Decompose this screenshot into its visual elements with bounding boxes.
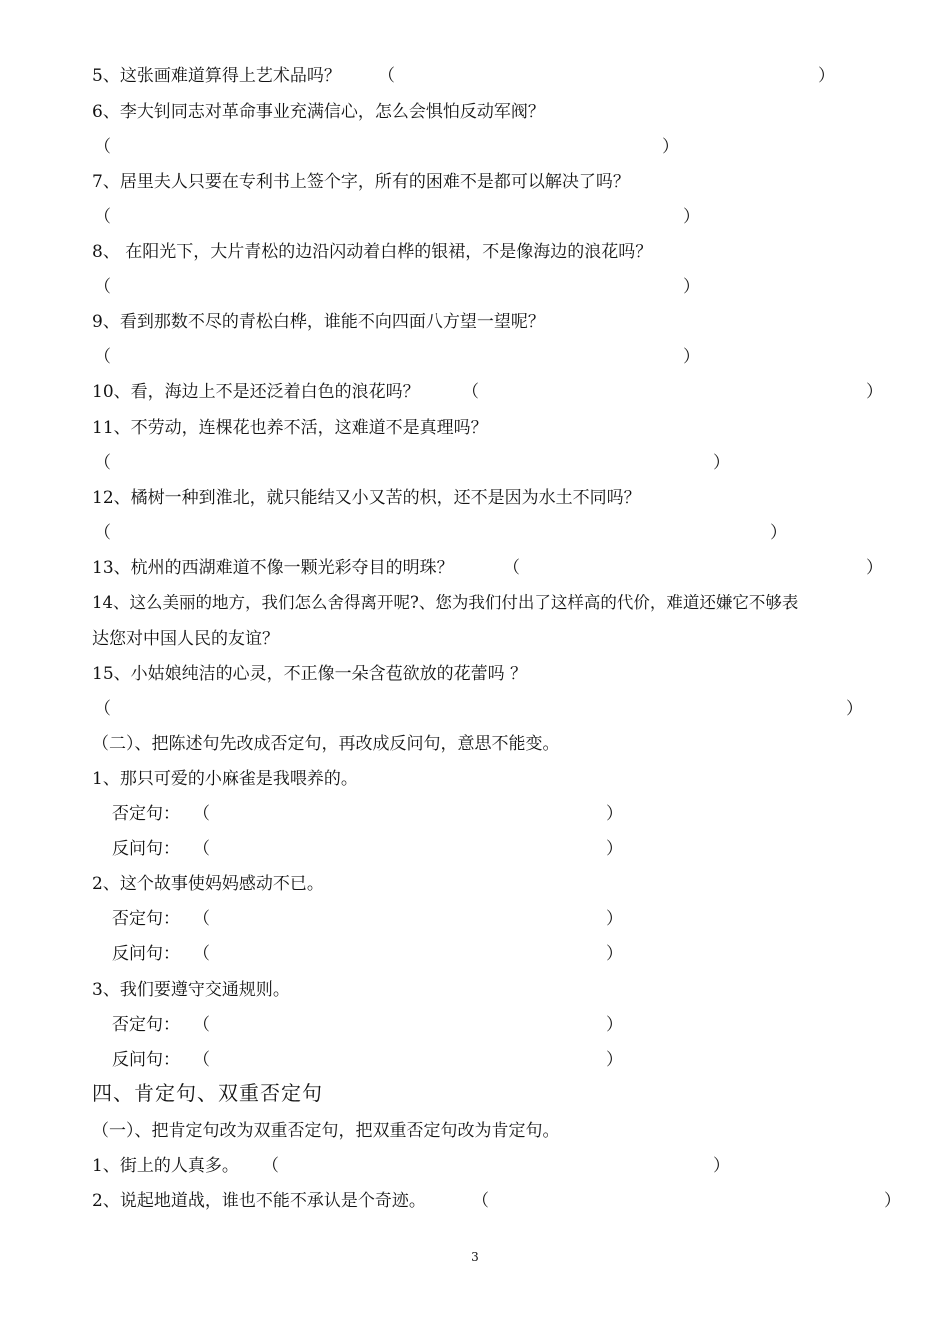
open-paren: （ [193, 1050, 210, 1070]
question-14-continued: 达您对中国人民的友谊？ [92, 629, 279, 649]
question-14: 14、这么美丽的地方，我们怎么舍得离开呢?、您为我们付出了这样高的代价，难道还嫌它不够表 [92, 593, 799, 612]
negative-label: 否定句： [112, 909, 180, 929]
close-paren: ） [606, 839, 623, 859]
question-6: 6、李大钊同志对革命事业充满信心，怎么会惧怕反动军阀？ [92, 102, 545, 122]
negative-label: 否定句： [112, 804, 180, 824]
close-paren: ） [713, 1156, 730, 1176]
open-paren: （ [94, 453, 111, 473]
open-paren: （ [94, 347, 111, 367]
close-paren: ） [606, 944, 623, 964]
close-paren: ） [683, 207, 700, 227]
sentence-1: 1、那只可爱的小麻雀是我喂养的。 [92, 769, 358, 789]
open-paren: （ [378, 66, 395, 86]
question-8: 8、 在阳光下，大片青松的边沿闪动着白桦的银裙，不是像海边的浪花吗？ [92, 242, 653, 262]
question-12: 12、橘树一种到淮北，就只能结又小又苦的枳，还不是因为水土不同吗？ [92, 488, 641, 508]
close-paren: ） [662, 137, 679, 157]
rhetorical-label: 反问句： [112, 944, 180, 964]
question-15: 15、小姑娘纯洁的心灵，不正像一朵含苞欲放的花蕾吗 ？ [92, 664, 528, 684]
close-paren: ） [606, 804, 623, 824]
open-paren: （ [94, 137, 111, 157]
question-9: 9、看到那数不尽的青松白桦，谁能不向四面八方望一望呢？ [92, 312, 545, 332]
open-paren: （ [472, 1191, 489, 1211]
question-11: 11、不劳动，连棵花也养不活，这难道不是真理吗？ [92, 418, 488, 438]
double-negative-1: 1、街上的人真多。 [92, 1156, 239, 1176]
open-paren: （ [193, 909, 210, 929]
close-paren: ） [884, 1191, 901, 1211]
question-13: 13、杭州的西湖难道不像一颗光彩夺目的明珠？ [92, 558, 454, 578]
close-paren: ） [606, 1050, 623, 1070]
sentence-2: 2、这个故事使妈妈感动不已。 [92, 874, 324, 894]
sentence-3: 3、我们要遵守交通规则。 [92, 980, 290, 1000]
close-paren: ） [866, 558, 883, 578]
close-paren: ） [683, 277, 700, 297]
section-2-instruction: （二）、把陈述句先改成否定句，再改成反问句，意思不能变。 [92, 734, 560, 754]
open-paren: （ [193, 944, 210, 964]
close-paren: ） [846, 699, 863, 719]
double-negative-2: 2、说起地道战，谁也不能不承认是个奇迹。 [92, 1191, 426, 1211]
rhetorical-label: 反问句： [112, 1050, 180, 1070]
question-7: 7、居里夫人只要在专利书上签个字，所有的困难不是都可以解决了吗？ [92, 172, 630, 192]
open-paren: （ [262, 1156, 279, 1176]
close-paren: ） [818, 66, 835, 86]
close-paren: ） [683, 347, 700, 367]
open-paren: （ [462, 382, 479, 402]
page-number: 3 [471, 1250, 479, 1264]
open-paren: （ [94, 207, 111, 227]
section-4-1-instruction: （一）、把肯定句改为双重否定句，把双重否定句改为肯定句。 [92, 1121, 560, 1141]
open-paren: （ [193, 839, 210, 859]
close-paren: ） [606, 909, 623, 929]
close-paren: ） [866, 382, 883, 402]
question-5: 5、这张画难道算得上艺术品吗？ [92, 66, 341, 86]
section-4-heading: 四、肯定句、双重否定句 [92, 1081, 323, 1105]
open-paren: （ [193, 804, 210, 824]
open-paren: （ [94, 523, 111, 543]
open-paren: （ [503, 558, 520, 578]
open-paren: （ [94, 277, 111, 297]
open-paren: （ [94, 699, 111, 719]
negative-label: 否定句： [112, 1015, 180, 1035]
close-paren: ） [713, 453, 730, 473]
rhetorical-label: 反问句： [112, 839, 180, 859]
question-10: 10、看，海边上不是还泛着白色的浪花吗？ [92, 382, 420, 402]
open-paren: （ [193, 1015, 210, 1035]
close-paren: ） [606, 1015, 623, 1035]
close-paren: ） [770, 523, 787, 543]
